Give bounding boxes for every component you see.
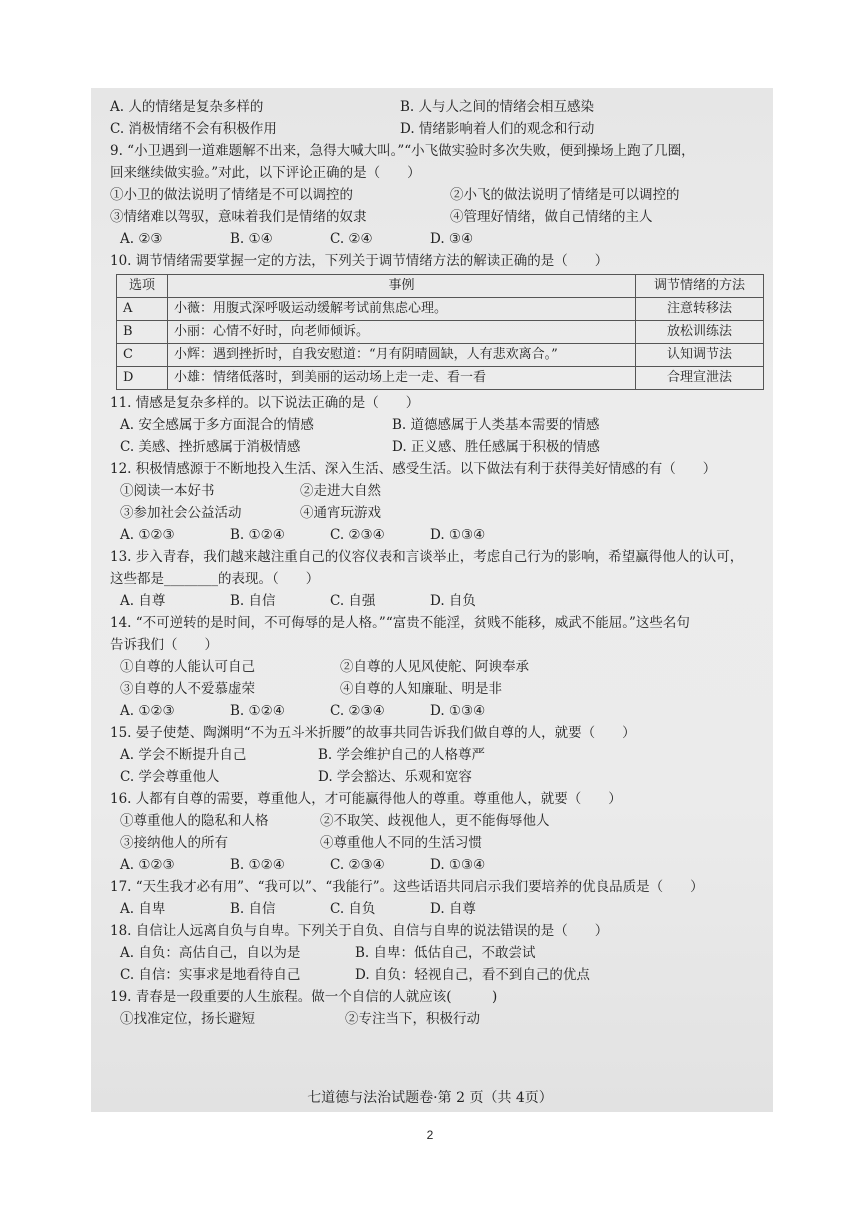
q15-options-row2 [110,766,765,788]
q12-statement-1: ①阅读一本好书 [120,483,215,499]
q9-stem-line1: 9. “小卫遇到一道难题解不出来，急得大喊大叫。”“小飞做实验时多次失败，便到操场上跑了几圈， [110,143,695,159]
table-row [117,298,764,321]
q9-statement-4: ④管理好情绪，做自己情绪的主人 [450,209,653,225]
table-row [117,367,764,390]
q15-options-row1 [110,744,765,766]
q16-option-d: D. ①③④ [430,857,486,873]
page-footer: 七道德与法治试题卷·第 2 页（共 4页） [307,1090,553,1106]
table-row [117,344,764,367]
q14-option-c: C. ②③④ [330,703,385,719]
q10-row-b-example: 小丽：心情不好时，向老师倾诉。 [168,321,636,344]
q10-header-option: 选项 [117,275,168,298]
q10-header-method: 调节情绪的方法 [636,275,764,298]
q8-option-d: D. 情绪影响着人们的观念和行动 [400,121,595,137]
q16-option-c: C. ②③④ [330,857,385,873]
q16-statement-3: ③接纳他人的所有 [120,835,228,851]
q10-row-a-method: 注意转移法 [636,298,764,321]
page-number: 2 [426,1128,434,1142]
q16-stem: 16. 人都有自尊的需要，尊重他人，才可能赢得他人的尊重。尊重他人，就要（ ） [110,791,622,807]
q16-statement-2: ②不取笑、歧视他人，更不能侮辱他人 [320,813,550,829]
q13-option-c: C. 自强 [330,593,376,609]
q16-option-a: A. ①②③ [120,857,175,873]
q16-options [110,854,765,876]
q18-option-a: A. 自负：高估自己，自以为是 [120,945,301,961]
q15-option-c: C. 学会尊重他人 [120,769,220,785]
q8-option-a: A. 人的情绪是复杂多样的 [110,99,264,115]
q9-option-c: C. ②④ [330,231,373,247]
q9-option-d: D. ③④ [430,231,474,247]
q17-stem: 17. “天生我才必有用”、“我可以”、“我能行”。这些话语共同启示我们要培养的优良品质是（ ） [110,879,704,895]
q12-option-b: B. ①②④ [230,527,285,543]
q12-statement-2: ②走进大自然 [300,483,381,499]
q19-stem: 19. 青春是一段重要的人生旅程。做一个自信的人就应该( ) [110,989,498,1005]
q15-option-b: B. 学会维护自己的人格尊严 [318,747,486,763]
q14-statements-row1 [110,656,765,678]
q9-statements-row2 [110,206,765,228]
q12-statement-3: ③参加社会公益活动 [120,505,242,521]
q14-stem-line2: 告诉我们（ ） [110,637,218,653]
q10-row-c-method: 认知调节法 [636,344,764,367]
q14-statement-4: ④自尊的人知廉耻、明是非 [340,681,502,697]
q10-row-d-option: D [117,367,168,390]
q15-option-d: D. 学会豁达、乐观和宽容 [318,769,472,785]
q13-option-b: B. 自信 [230,593,276,609]
q16-statement-4: ④尊重他人不同的生活习惯 [320,835,482,851]
q17-option-d: D. 自尊 [430,901,476,917]
q10-row-a-option: A [117,298,168,321]
q19-statement-2: ②专注当下，积极行动 [345,1011,480,1027]
q16-statement-1: ①尊重他人的隐私和人格 [120,813,269,829]
table-row [117,321,764,344]
q10-row-d-example: 小雄：情绪低落时，到美丽的运动场上走一走、看一看 [168,367,636,390]
q12-option-d: D. ①③④ [430,527,486,543]
q10-table [116,274,764,390]
q12-option-a: A. ①②③ [120,527,175,543]
q10-row-a-example: 小薇：用腹式深呼吸运动缓解考试前焦虑心理。 [168,298,636,321]
q18-option-b: B. 自卑：低估自己，不敢尝试 [355,945,536,961]
q8-options-row2 [110,118,765,140]
q17-option-c: C. 自负 [330,901,376,917]
q11-option-b: B. 道德感属于人类基本需要的情感 [392,417,600,433]
q14-statement-1: ①自尊的人能认可自己 [120,659,255,675]
q13-stem-line2: 这些都是________的表现。（ ） [110,571,320,587]
q10-row-d-method: 合理宣泄法 [636,367,764,390]
q14-options [110,700,765,722]
q13-stem-line1: 13. 步入青春，我们越来越注重自己的仪容仪表和言谈举止，考虑自己行为的影响，希望赢得他人的认可， [110,549,744,565]
q11-stem: 11. 情感是复杂多样的。以下说法正确的是（ ） [110,395,420,411]
q11-options-row1 [110,414,765,436]
q14-option-b: B. ①②④ [230,703,285,719]
q9-stem-line2: 回来继续做实验。”对此，以下评论正确的是（ ） [110,165,421,181]
q18-stem: 18. 自信让人远离自负与自卑。下列关于自负、自信与自卑的说法错误的是（ ） [110,923,609,939]
q8-option-b: B. 人与人之间的情绪会相互感染 [400,99,595,115]
q14-statements-row2 [110,678,765,700]
q10-row-c-option: C [117,344,168,367]
q18-options-row1 [110,942,765,964]
q10-header-example: 事例 [168,275,636,298]
q9-statement-3: ③情绪难以驾驭，意味着我们是情绪的奴隶 [110,209,367,225]
q18-options-row2 [110,964,765,986]
q14-statement-3: ③自尊的人不爱慕虚荣 [120,681,255,697]
q13-option-a: A. 自尊 [120,593,166,609]
q12-statements-row2 [110,502,765,524]
q19-statement-1: ①找准定位，扬长避短 [120,1011,255,1027]
q15-stem: 15. 晏子使楚、陶渊明“不为五斗米折腰”的故事共同告诉我们做自尊的人，就要（ ） [110,725,636,741]
q11-option-a: A. 安全感属于多方面混合的情感 [120,417,314,433]
q19-statements-row1 [110,1008,765,1030]
q17-option-b: B. 自信 [230,901,276,917]
q14-option-a: A. ①②③ [120,703,175,719]
q11-options-row2 [110,436,765,458]
q11-option-d: D. 正义感、胜任感属于积极的情感 [392,439,600,455]
q13-options [110,590,765,612]
q15-option-a: A. 学会不断提升自己 [120,747,247,763]
q10-row-b-method: 放松训练法 [636,321,764,344]
q9-statement-1: ①小卫的做法说明了情绪是不可以调控的 [110,187,353,203]
q12-statements-row1 [110,480,765,502]
q17-options [110,898,765,920]
q9-statements-row1 [110,184,765,206]
q16-option-b: B. ①②④ [230,857,285,873]
q10-row-b-option: B [117,321,168,344]
q16-statements-row1 [110,810,765,832]
q16-statements-row2 [110,832,765,854]
q9-option-b: B. ①④ [230,231,273,247]
q9-options [110,228,765,250]
q12-statement-4: ④通宵玩游戏 [300,505,381,521]
q18-option-d: D. 自负：轻视自己，看不到自己的优点 [355,967,590,983]
q14-statement-2: ②自尊的人见风使舵、阿谀奉承 [340,659,529,675]
q14-stem-line1: 14. “不可逆转的是时间，不可侮辱的是人格。”“富贵不能淫，贫贱不能移，威武不能屈。”这些名句 [110,615,690,631]
q11-option-c: C. 美感、挫折感属于消极情感 [120,439,301,455]
q12-option-c: C. ②③④ [330,527,385,543]
q18-option-c: C. 自信：实事求是地看待自己 [120,967,301,983]
q9-statement-2: ②小飞的做法说明了情绪是可以调控的 [450,187,680,203]
q10-row-c-example: 小辉：遇到挫折时，自我安慰道：“月有阴晴圆缺，人有悲欢离合。” [168,344,636,367]
q12-stem: 12. 积极情感源于不断地投入生活、深入生活、感受生活。以下做法有利于获得美好情感的有（ ） [110,461,717,477]
q8-option-c: C. 消极情绪不会有积极作用 [110,121,277,137]
q10-stem: 10. 调节情绪需要掌握一定的方法，下列关于调节情绪方法的解读正确的是（ ） [110,253,609,269]
q14-option-d: D. ①③④ [430,703,486,719]
q8-options-row1 [110,96,765,118]
exam-content [110,96,765,1030]
q12-options [110,524,765,546]
q17-option-a: A. 自卑 [120,901,166,917]
q10-table-header [117,275,764,298]
q13-option-d: D. 自负 [430,593,476,609]
q9-option-a: A. ②③ [120,231,163,247]
